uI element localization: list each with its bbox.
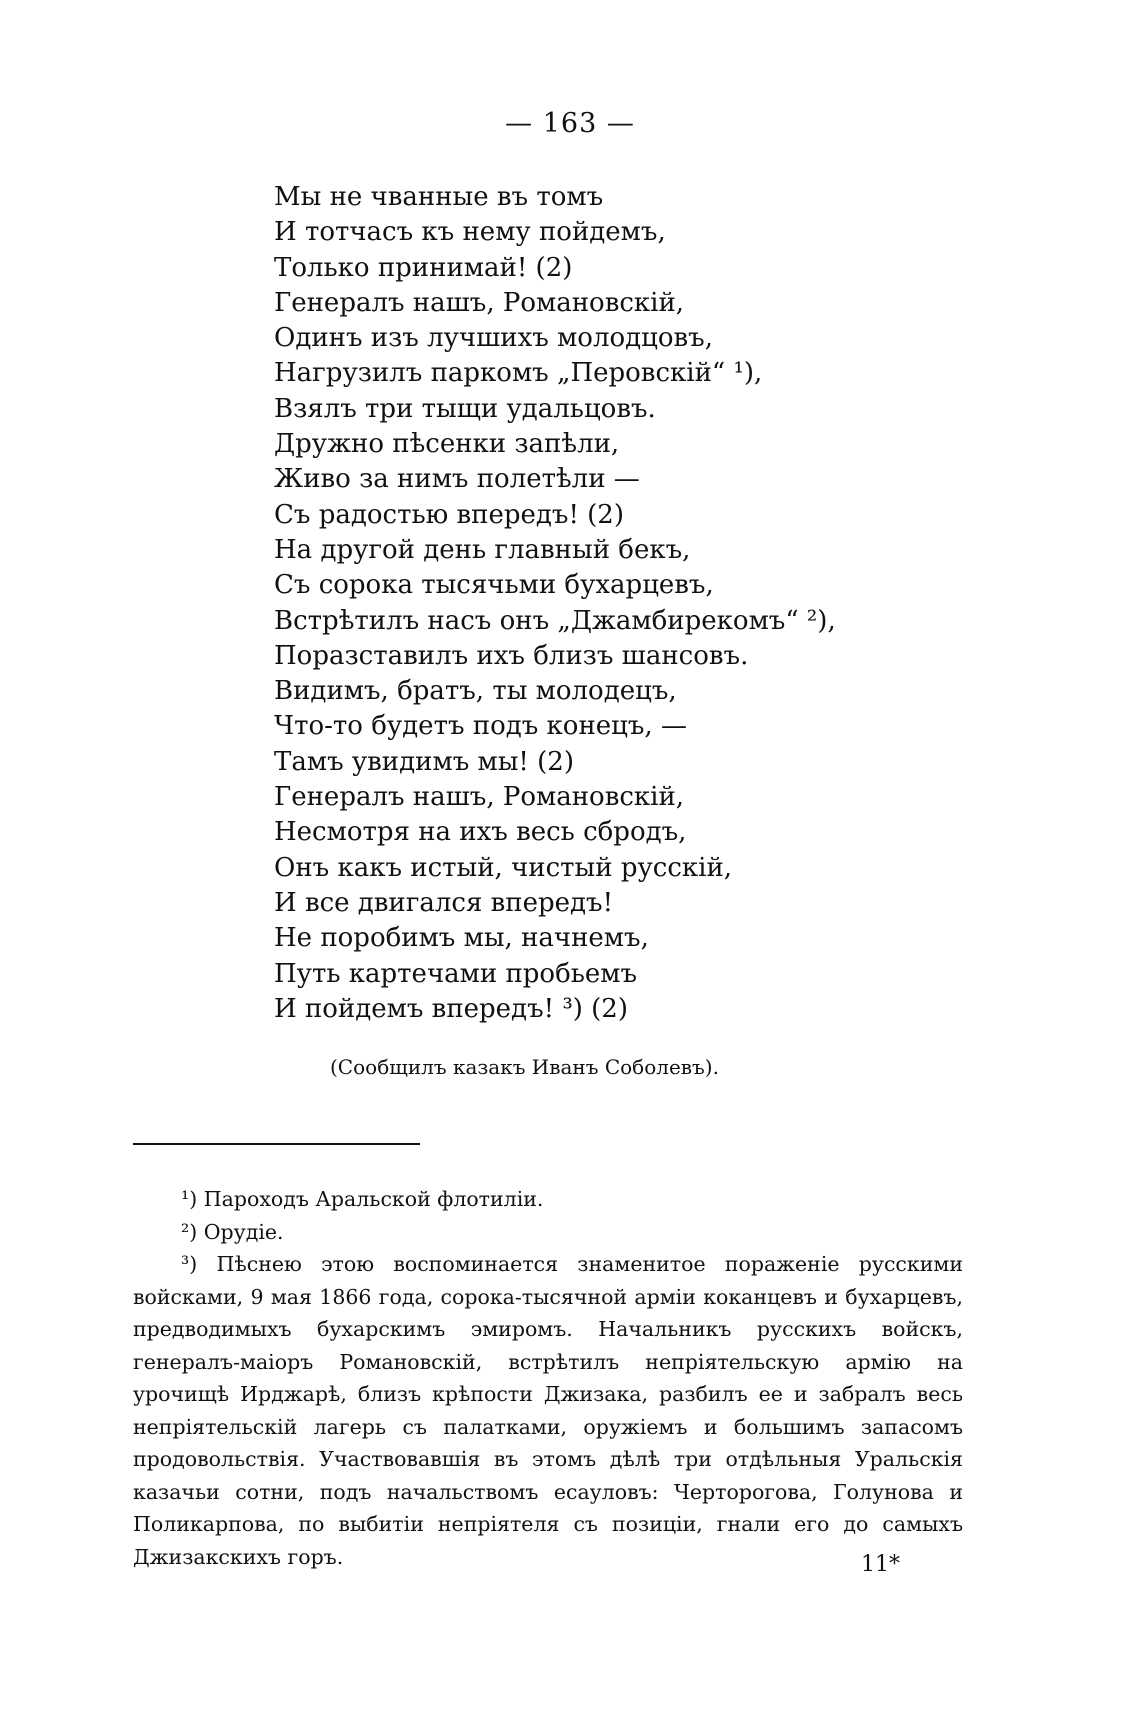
signature-mark: 11* — [861, 1552, 900, 1577]
poem-line: Съ радостью впередъ! (2) — [274, 499, 624, 530]
footnote-marker: ³) — [181, 1252, 198, 1276]
poem-line: Поразставилъ ихъ близъ шансовъ. — [274, 640, 749, 671]
footnote-1 — [133, 1183, 963, 1216]
footnote-3 — [133, 1248, 963, 1573]
footnote-text: Пѣснею этою воспоминается знаменитое пораженіе русскими войсками, 9 мая 1866 года, сорока-тысячной арміи коканцевъ и бухарцевъ, предводимыхъ бухарскимъ эмиромъ. Начальникъ русскихъ войскъ, генералъ-маіоръ Романовскій, встрѣтилъ непріятельскую армію на урочищѣ Ирджарѣ, близъ крѣпости Джизака, разбилъ ее и забралъ весь непріятельскій лагерь съ палатками, оружіемъ и большимъ запасомъ продовольствія. Участвовавшія въ этомъ дѣлѣ три отдѣльныя Уральскія казачьи сотни, подъ начальствомъ есауловъ: Черторогова, Голунова и Поликарпова, по выбитіи непріятеля съ позиціи, гнали его до самыхъ Джизакскихъ горъ. — [133, 1252, 963, 1569]
poem-line: Несмотря на ихъ весь сбродъ, — [274, 817, 687, 848]
poem-line: Мы не чванные въ томъ — [274, 182, 604, 212]
footnote-text: Пароходъ Аральской флотиліи. — [203, 1187, 544, 1211]
poem-attribution: (Сообщилъ казакъ Иванъ Соболевъ). — [330, 1055, 719, 1079]
footnote-divider — [133, 1143, 420, 1145]
poem-line: И пойдемъ впередъ! ³) (2) — [274, 993, 628, 1024]
poem-line: Съ сорока тысячьми бухарцевъ, — [274, 570, 714, 601]
footnote-marker: ¹) — [181, 1187, 198, 1211]
poem-line: Онъ какъ истый, чистый русскій, — [274, 852, 733, 883]
poem-line: Генералъ нашъ, Романовскій, — [274, 287, 685, 318]
poem-line: Встрѣтилъ насъ онъ „Джамбирекомъ“ ²), — [274, 605, 836, 636]
poem-line: Видимъ, братъ, ты молодецъ, — [274, 676, 677, 707]
poem-line: Не поробимъ мы, начнемъ, — [274, 923, 649, 954]
poem-line: Что-то будетъ подъ конецъ, — — [274, 711, 687, 742]
poem-line: Тамъ увидимъ мы! (2) — [274, 746, 574, 777]
poem-line: Одинъ изъ лучшихъ молодцовъ, — [274, 323, 713, 354]
poem-line: Нагрузилъ паркомъ „Перовскій“ ¹), — [274, 358, 763, 389]
poem — [274, 180, 834, 1027]
poem-line: Дружно пѣсенки запѣли, — [274, 429, 620, 460]
poem-line: Путь картечами пробьемъ — [274, 958, 638, 989]
poem-line: И тотчасъ къ нему пойдемъ, — [274, 217, 666, 248]
poem-line: И все двигался впередъ! — [274, 887, 614, 918]
poem-line: Живо за нимъ полетѣли — — [274, 464, 640, 495]
footnote-marker: ²) — [181, 1219, 198, 1244]
page-number: — 163 — — [505, 108, 635, 139]
poem-line: Взялъ три тыщи удальцовъ. — [274, 393, 656, 424]
poem-line: Только принимай! (2) — [274, 252, 573, 283]
poem-line: Генералъ нашъ, Романовскій, — [274, 782, 685, 813]
footnote-text: Орудіе. — [203, 1219, 284, 1244]
footnotes — [133, 1183, 963, 1573]
footnote-2 — [133, 1216, 963, 1249]
poem-line: На другой день главный бекъ, — [274, 534, 691, 565]
